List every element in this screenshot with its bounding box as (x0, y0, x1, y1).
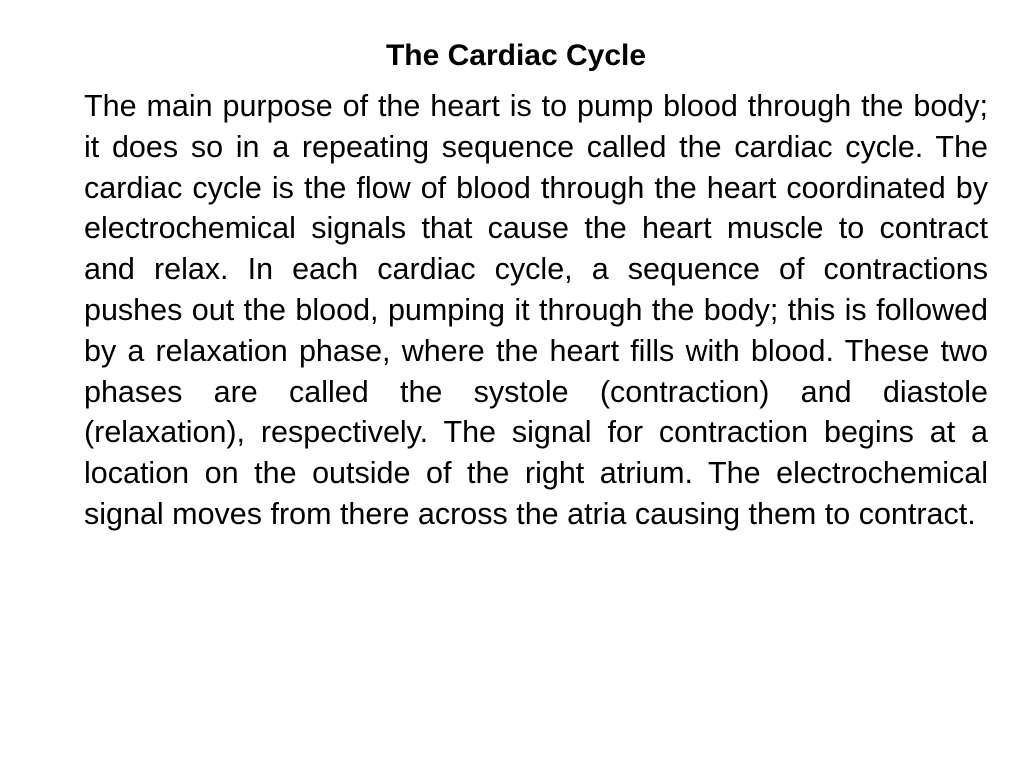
body-paragraph: The main purpose of the heart is to pump blood through the body; it does so in a repeating sequence called the cardiac cycle. The cardiac cycle is the flow of blood through the heart coordinated by electrochemical signals that cause the heart muscle to contract and relax. In each cardiac cycle, a sequence of contractions pushes out the blood, pumping it through the body; this is followed by a relaxation phase, where the heart fills with blood. These two phases are called the systole (contraction) and diastole (relaxation), respectively. The signal for contraction begins at a location on the outside of the right atrium. The electrochemical signal moves from there across the atria causing them to contract. (84, 89, 988, 531)
slide-title: The Cardiac Cycle (385, 39, 647, 72)
